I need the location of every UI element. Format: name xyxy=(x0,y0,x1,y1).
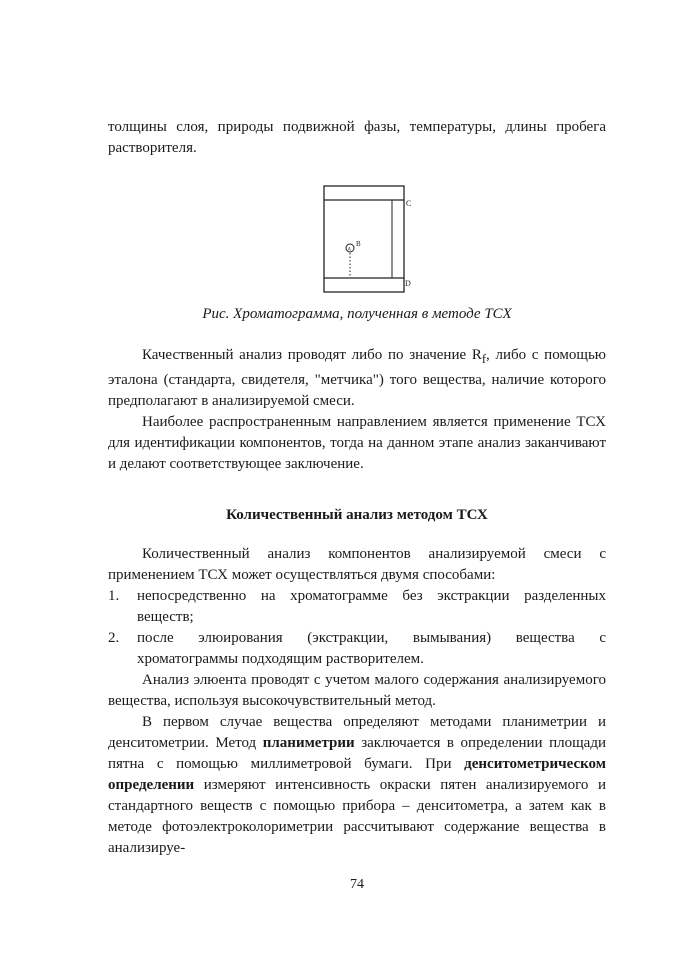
paragraph-identification: Наиболее распространенным направлением является применение ТСХ для идентификации компонентов, тогда на данном этапе анализ заканчивают и делают соответствующее заключение. xyxy=(108,414,606,472)
qualitative-paragraphs xyxy=(108,345,606,475)
quantitative-section xyxy=(108,544,606,859)
list-item: 1. непосредственно на хроматограмме без экстракции разделенных веществ; xyxy=(108,588,606,625)
section-heading: Количественный анализ методом ТСХ xyxy=(226,507,488,523)
paragraph-methods: В первом случае вещества определяют методами планиметрии и денситометрии. Метод планиметрии заключается в определении площади пятна с помощью миллиметровой бумаги. При денситометрическом определении измеряют интенсивность окраски пятен анализируемого и стандартного веществ с помощью прибора – денситометра, а затем как в методе фотоэлектроколориметрии рассчитывают содержание вещества в анализируе- xyxy=(108,714,606,856)
list-item: 2. после элюирования (экстракции, вымывания) вещества с хроматограммы подходящим растворителем. xyxy=(108,630,606,667)
label-d: D xyxy=(405,279,411,288)
chromatogram-figure xyxy=(316,182,416,298)
label-c: C xyxy=(406,199,412,208)
label-a: A xyxy=(347,247,352,253)
term-densitometry: денситометрическом определении xyxy=(108,756,606,793)
section-intro: Количественный анализ компонентов анализируемой смеси с применением ТСХ может осуществляться двумя способами: xyxy=(108,546,606,583)
label-b: B xyxy=(356,240,361,248)
top-paragraph: толщины слоя, природы подвижной фазы, температуры, длины пробега растворителя. xyxy=(108,119,606,156)
figure-caption: Рис. Хроматограмма, полученная в методе ТСХ xyxy=(202,306,512,322)
term-planimetry: планиметрии xyxy=(262,735,355,751)
paragraph-rf: Качественный анализ проводят либо по значение $R_f$, либо с помощью эталона (стандарта, свидетеля, "метчика") того вещества, наличие которого предполагают в анализируемой смеси. xyxy=(108,347,606,409)
page-number: 74 xyxy=(350,877,364,892)
paragraph-eluent: Анализ элюента проводят с учетом малого содержания анализируемого вещества, используя высокочувствительный метод. xyxy=(108,672,606,709)
